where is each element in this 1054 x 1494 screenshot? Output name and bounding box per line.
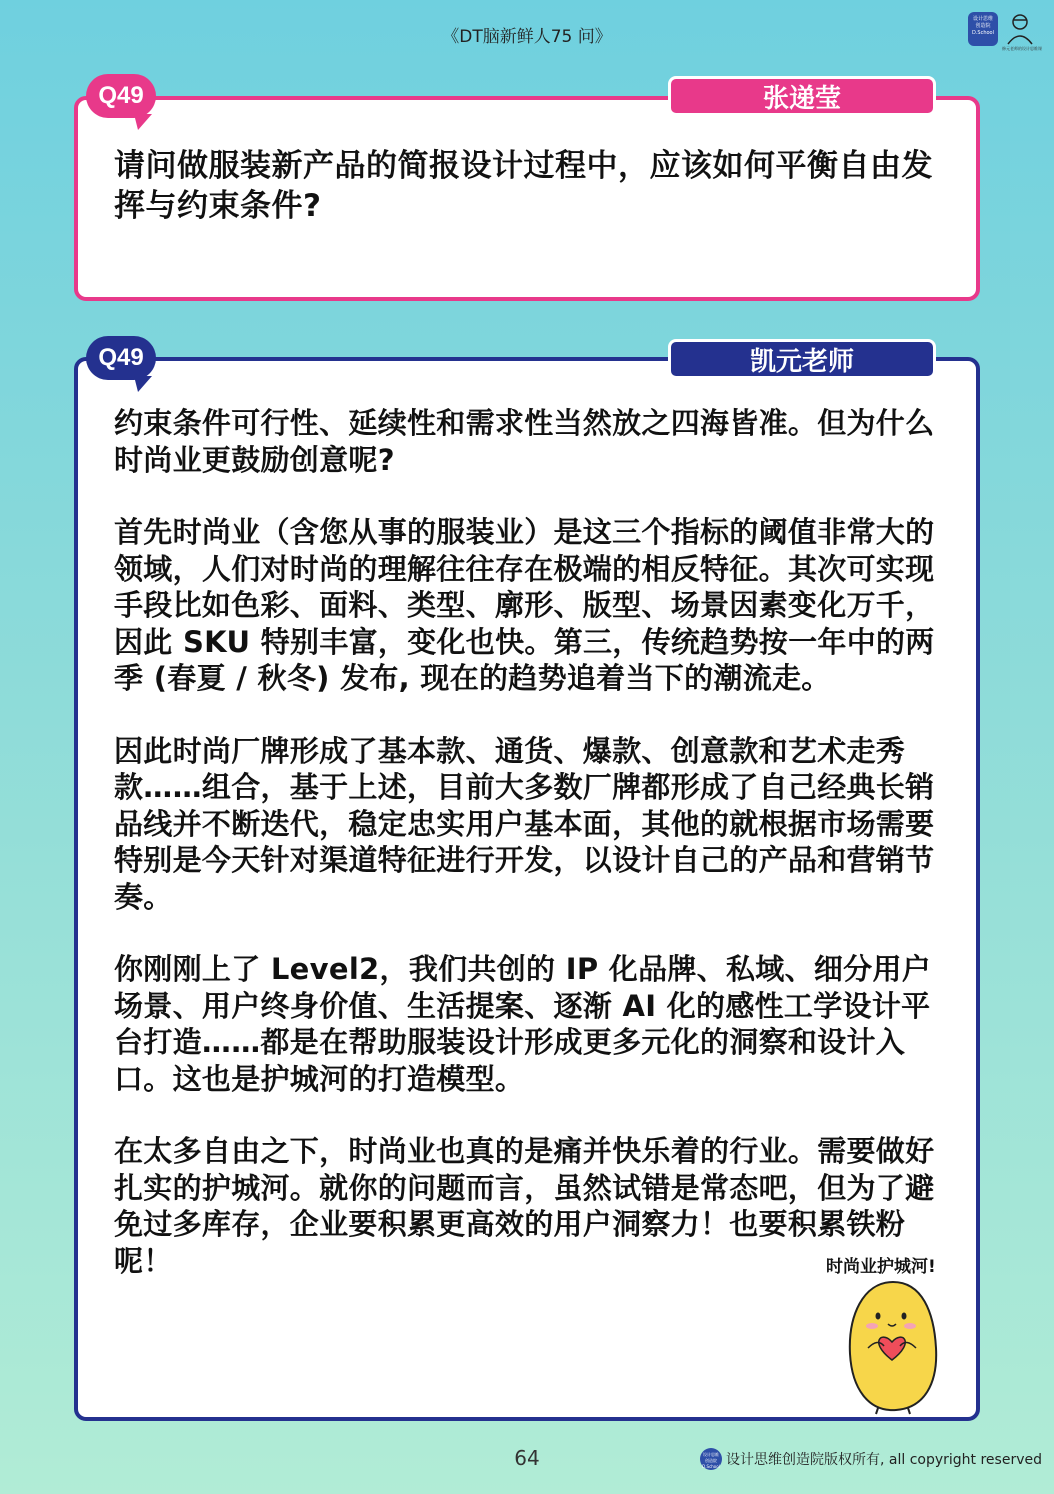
potato-mascot-icon xyxy=(838,1276,948,1416)
answer-paragraph: 因此时尚厂牌形成了基本款、通货、爆款、创意款和艺术走秀款……组合，基于上述，目前大多数厂牌都形成了自己经典长销品线并不断迭代，稳定忠实用户基本面，其他的就根据市场需要特别是今天针对渠道特征进行开发，以设计自己的产品和营销节奏。 xyxy=(114,733,935,914)
answer-paragraph: 约束条件可行性、延续性和需求性当然放之四海皆准。但为什么时尚业更鼓励创意呢? xyxy=(114,406,935,477)
answer-badge: Q49 xyxy=(86,336,156,380)
teacher-figure-icon xyxy=(1002,12,1038,46)
dschool-badge-icon: 设计思维 创造院 D.School xyxy=(968,12,998,46)
mascot-caption: 时尚业护城河! xyxy=(826,1257,936,1277)
logo-caption: 修元老师的设计思维课 xyxy=(1002,46,1042,51)
question-badge: Q49 xyxy=(86,74,156,118)
dschool-mini-logo-icon: 设计思维 创造院 D.School xyxy=(700,1448,722,1470)
answer-paragraph: 首先时尚业（含您从事的服装业）是这三个指标的阈值非常大的领域，人们对时尚的理解往往存在极端的相反特征。其次可实现手段比如色彩、面料、类型、廓形、版型、场景因素变化万千，因此 SKU 特别丰富，变化也快。第三，传统趋势按一年中的两季 (春夏 / 秋冬) 发布, 现在的趋势追着当下的潮流走。 xyxy=(114,515,935,695)
questioner-name: 张递莹 xyxy=(668,76,936,116)
brand-logo xyxy=(968,12,1040,52)
answer-paragraph: 在太多自由之下，时尚业也真的是痛并快乐着的行业。需要做好扎实的护城河。就你的问题而言，虽然试错是常态吧，但为了避免过多库存，企业要积累更高效的用户洞察力！也要积累铁粉呢！ xyxy=(114,1134,935,1278)
footer-copyright xyxy=(700,1448,1042,1470)
copyright-text: 设计思维创造院版权所有, all copyright reserved xyxy=(726,1452,1042,1468)
answer-paragraph: 你刚刚上了 Level2，我们共创的 IP 化品牌、私域、细分用户场景、用户终身价值、生活提案、逐渐 AI 化的感性工学设计平台打造……都是在帮助服装设计形成更多元化的洞察和设计入口。这也是护城河的打造模型。 xyxy=(114,952,932,1096)
page-number: 64 xyxy=(514,1446,540,1470)
answerer-name: 凯元老师 xyxy=(668,339,936,379)
question-text: 请问做服装新产品的简报设计过程中，应该如何平衡自由发挥与约束条件? xyxy=(114,148,933,224)
document-title: 《DT脑新鲜人75 问》 xyxy=(442,27,612,47)
answer-body xyxy=(114,405,954,1315)
